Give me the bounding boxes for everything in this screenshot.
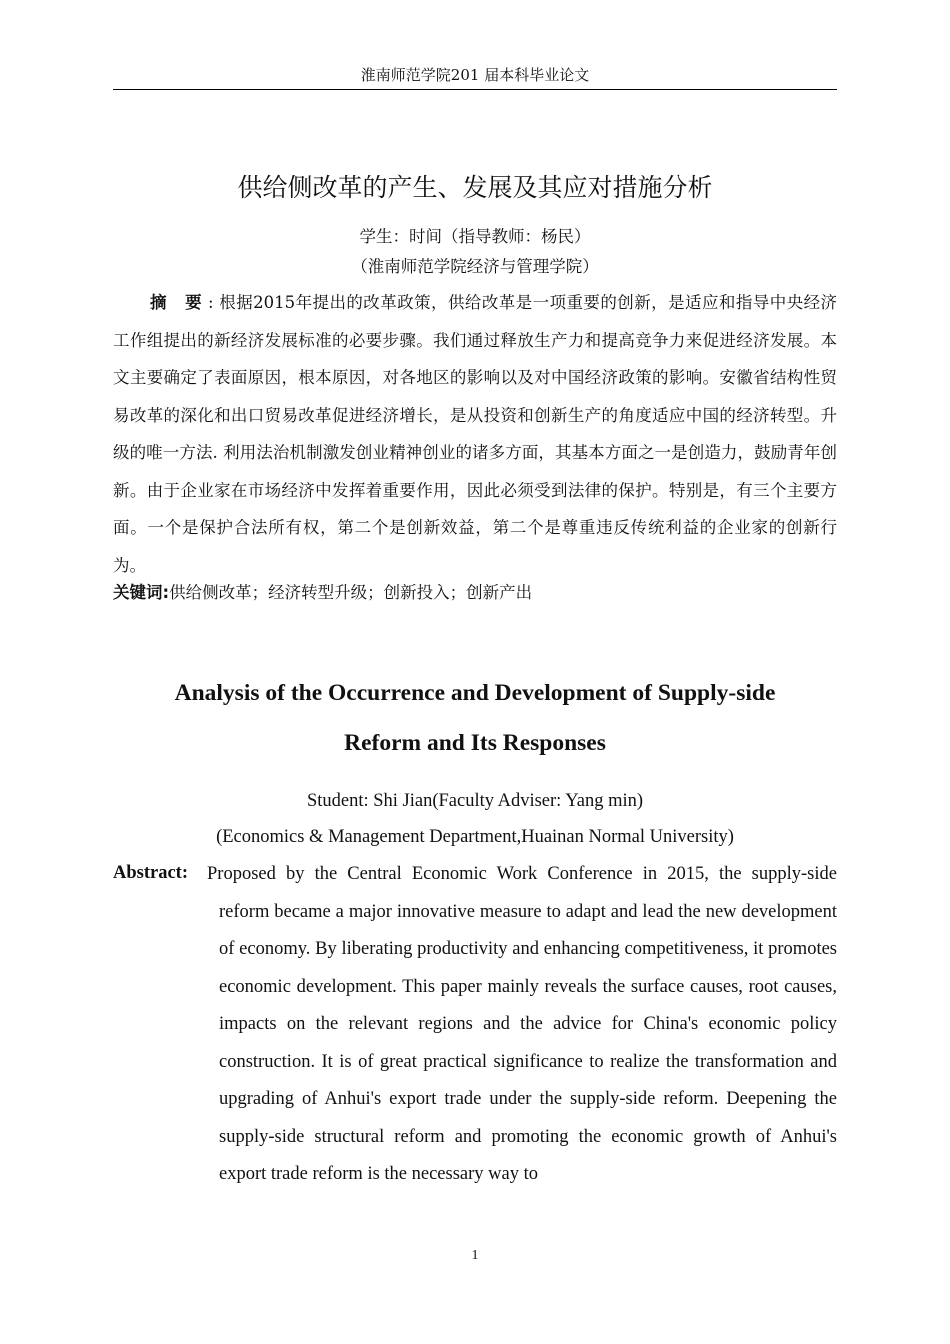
chinese-keywords-text: 供给侧改革；经济转型升级；创新投入；创新产出 — [169, 583, 533, 602]
header-text: 淮南师范学院201 届本科毕业论文 — [360, 66, 590, 84]
chinese-abstract — [113, 284, 837, 584]
page-number: 1 — [471, 1248, 479, 1263]
page-header — [113, 64, 837, 90]
english-title-line-1: Analysis of the Occurrence and Development of Supply-side — [174, 680, 776, 706]
english-affiliation: (Economics & Management Department,Huainan Normal University) — [216, 827, 734, 847]
chinese-author-line: 学生：时间（指导教师：杨民） — [359, 227, 591, 246]
english-abstract-label: Abstract: — [113, 863, 189, 883]
chinese-affiliation: （淮南师范学院经济与管理学院） — [351, 257, 599, 276]
chinese-abstract-label: 摘 要 — [150, 293, 209, 312]
english-author-line: Student: Shi Jian(Faculty Adviser: Yang min) — [306, 791, 644, 811]
english-abstract-text: Proposed by the Central Economic Work Conference in 2015, the supply-side reform became a major innovative measure to adapt and lead the new development of economy. By liberating productivity and enhancing competitiveness, it promotes economic development. This paper mainly reveals the surface causes, root causes, impacts on the relevant regions and the advice for China's economic policy construction. It is of great practical significance to realize the transformation and upgrading of Anhui's export trade under the supply-side reform. Deepening the supply-side structural reform and promoting the economic growth of Anhui's export trade reform is the necessary way to — [207, 864, 837, 1184]
chinese-keywords — [113, 578, 837, 608]
chinese-abstract-text: : 根据2015年提出的改革政策，供给改革是一项重要的创新，是适应和指导中央经济工作组提出的新经济发展标准的必要步骤。我们通过释放生产力和提高竞争力来促进经济发展。本文主要确定了表面原因，根本原因，对各地区的影响以及对中国经济政策的影响。安徽省结构性贸易改革的深化和出口贸易改革促进经济增长，是从投资和创新生产的角度适应中国的经济转型。升级的唯一方法. 利用法治机制激发创业精神创业的诸多方面，其基本方面之一是创造力，鼓励青年创新。由于企业家在市场经济中发挥着重要作用，因此必须受到法律的保护。特别是，有三个主要方面。一个是保护合法所有权，第二个是创新效益，第二个是尊重违反传统利益的企业家的创新行为。 — [113, 293, 837, 575]
chinese-keywords-label: 关键词: — [113, 583, 170, 602]
chinese-title: 供给侧改革的产生、发展及其应对措施分析 — [237, 173, 713, 202]
english-title — [113, 668, 837, 768]
english-title-line-2: Reform and Its Responses — [344, 730, 606, 756]
